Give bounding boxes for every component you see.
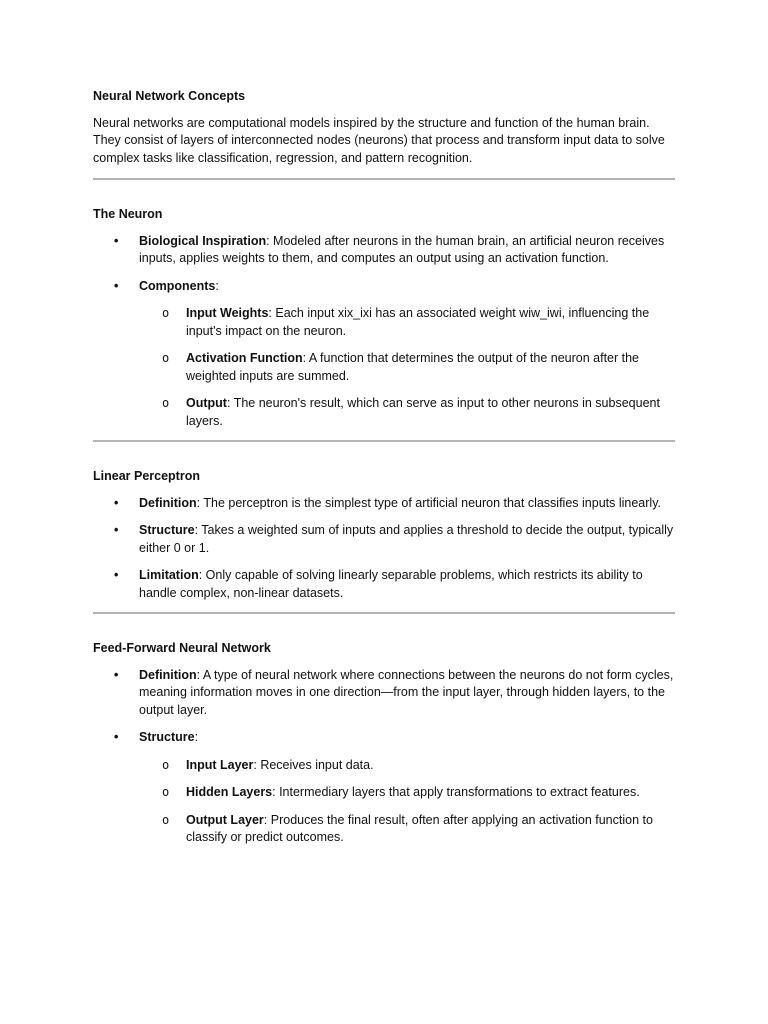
perceptron-list [93, 495, 675, 603]
item-text: : The neuron's result, which can serve as input to other neurons in subsequent layers. [186, 396, 660, 428]
item-text: : [194, 730, 199, 744]
section-title-feedforward: Feed-Forward Neural Network [93, 641, 271, 655]
sublist-item [162, 757, 675, 775]
circle-bullet-icon: o [162, 396, 170, 410]
section-title-perceptron: Linear Perceptron [93, 469, 200, 483]
sublist-item [162, 784, 675, 802]
sublist-item [162, 350, 675, 385]
structure-sublist [139, 757, 675, 847]
list-item [114, 495, 675, 513]
item-term: Input Layer [186, 757, 254, 772]
item-term: Limitation [139, 568, 199, 582]
item-text: : Only capable of solving linearly separable problems, which restricts its ability to handle complex, non-linear datasets. [139, 568, 643, 600]
circle-bullet-icon: o [162, 351, 170, 365]
feedforward-list [93, 667, 675, 847]
list-item [114, 278, 675, 431]
bullet-icon: • [114, 495, 119, 510]
item-text: : A function that determines the output of the neuron after the weighted inputs are summed. [186, 351, 640, 383]
sublist-item [162, 812, 675, 847]
item-term: Hidden Layers [186, 785, 273, 799]
bullet-icon: • [114, 730, 119, 744]
item-term: Components [139, 278, 216, 293]
bullet-icon: • [114, 667, 119, 682]
item-term: Definition [139, 495, 197, 510]
item-text: : Intermediary layers that apply transformations to extract features. [272, 785, 640, 799]
bullet-icon: • [114, 568, 119, 582]
components-sublist [139, 305, 675, 430]
list-item [114, 567, 675, 602]
list-item [114, 233, 675, 268]
document-title: Neural Network Concepts [93, 89, 246, 103]
item-term: Biological Inspiration [139, 233, 267, 248]
neuron-list [93, 233, 675, 431]
item-term: Structure [139, 730, 195, 744]
list-item [114, 729, 675, 847]
item-term: Structure [139, 523, 195, 537]
item-term: Definition [139, 667, 197, 682]
circle-bullet-icon: o [162, 812, 170, 827]
section-title-neuron: The Neuron [93, 207, 163, 221]
circle-bullet-icon: o [162, 757, 170, 772]
item-text: : Takes a weighted sum of inputs and applies a threshold to decide the output, typically either 0 or 1. [139, 523, 674, 555]
section-divider [93, 178, 675, 180]
circle-bullet-icon: o [162, 785, 170, 799]
sublist-item [162, 305, 675, 340]
item-text: : Each input xix_ixi has an associated weight wiw_iwi, influencing the input's impact on the neuron. [186, 306, 650, 338]
item-text: : Receives input data. [253, 757, 374, 772]
section-divider [93, 612, 675, 614]
intro-paragraph: Neural networks are computational models inspired by the structure and function of the human brain. They consist of layers of interconnected nodes (neurons) that process and transform input data to solve complex tasks like classification, regression, and pattern recognition. [93, 115, 665, 165]
item-text: : Modeled after neurons in the human brain, an artificial neuron receives inputs, applies weights to them, and computes an output using an activation function. [139, 233, 665, 265]
circle-bullet-icon: o [162, 306, 170, 320]
item-text: : The perceptron is the simplest type of artificial neuron that classifies inputs linearly. [196, 495, 661, 510]
bullet-icon: • [114, 523, 119, 537]
item-text: : Produces the final result, often after applying an activation function to classify or predict outcomes. [186, 812, 653, 844]
sublist-item [162, 395, 675, 430]
item-term: Output Layer [186, 812, 264, 827]
item-term: Output [186, 396, 227, 410]
item-text: : [215, 278, 219, 293]
item-text: : A type of neural network where connections between the neurons do not form cycles, meaning information moves in one direction—from the input layer, through hidden layers, to the output layer. [139, 667, 674, 717]
bullet-icon: • [114, 278, 119, 293]
item-term: Activation Function [186, 351, 303, 365]
list-item [114, 522, 675, 557]
bullet-icon: • [114, 233, 119, 248]
list-item [114, 667, 675, 720]
section-divider [93, 440, 675, 442]
item-term: Input Weights [186, 306, 269, 320]
